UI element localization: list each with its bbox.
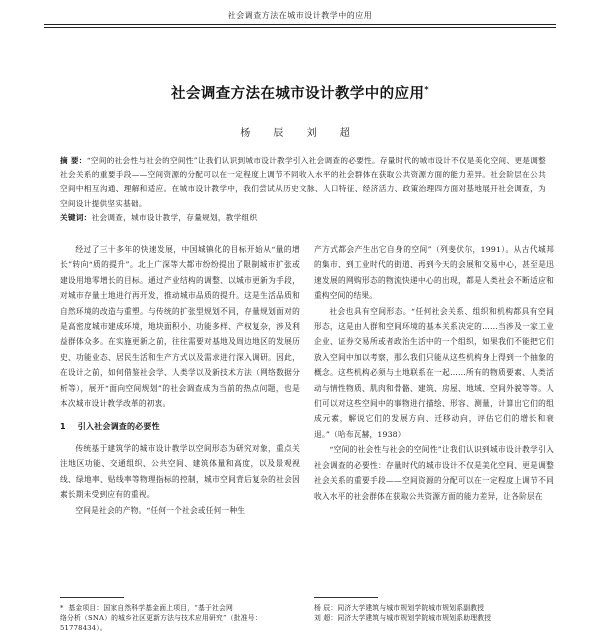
- left-paragraph-2: 传统基于建筑学的城市设计教学以空间形态为研究对象，重点关注地区功能、交通组织、公共空间、建筑体量和高度，以及景观视线、绿地率、贴线率等物理指标的控制，城市空间背后复杂的社会因素长期未受到应有的重视。: [60, 443, 300, 500]
- footnote-rule-right: [314, 597, 378, 598]
- author-footnote: [314, 603, 554, 623]
- funding-footnote: [60, 603, 300, 633]
- funding-line-1: 基金项目：国家自然科学基金面上项目，“基于社会网: [68, 604, 233, 612]
- left-paragraph-3: 空间是社会的产物。“任何一个社会或任何一种生: [75, 505, 246, 515]
- footnote-mark: *: [60, 604, 64, 612]
- footnote-rule-left: [60, 597, 124, 598]
- keywords-text: 社会调查，城市设计教学，存量规划，教学组织: [91, 213, 258, 222]
- right-paragraph-2: 社会也具有空间形态。“任何社会关系、组织和机构都具有空间形态，这是由人群和空间环境的基本关系决定的……当涉及一家工业企业、证券交易所或者政治生活中的一个组织，如果我们不能把它们放入空间中加以考察，那么我们只能从这些机构身上得到一个抽象的概念。这些机构必须与土地联系在一起……所有的物质要素、人类活动与情性物质、肌肉和骨骼、建筑、房屋、地域、空间外貌等等。人们可以对这些空间中的事物进行描绘、形容、测量，计算出它们的组成元素，解说它们的发展方向、迁移动向，评估它们的增长和衰退。”（哈布瓦赫，1938）: [314, 306, 554, 439]
- section-title: 引入社会调查的必要性: [77, 422, 160, 432]
- funding-line-3: 51778434）。: [60, 624, 107, 632]
- section-number: 1: [60, 422, 66, 432]
- author-affiliation-2: 刘 超：同济大学建筑与城市规划学院城市规划系助理教授: [314, 614, 492, 622]
- header-rule-thin: [44, 27, 556, 28]
- abstract-label: 摘 要：: [60, 156, 87, 165]
- right-paragraph-3: “空间的社会性与社会的空间性”让我们认识到城市设计教学引入社会调查的必要性：存量时代的城市设计不仅是美化空间、更是调整社会关系的重要手段——空间资源的分配可以在一定程度上调节不同收入水平的社会群体在获取公共资源方面的能力差异，让各阶层在: [314, 445, 554, 501]
- left-paragraph-1: 经过了三十多年的快速发展，中国城镇化的目标开始从“量的增长”转向“质的提升”。北上广深等大都市纷纷提出了限制城市扩张或建设用地零增长的目标。通过产业结构的调整、以城市更新为手段，对城市存量土地进行再开发，推动城市品质的提升。这是生活品质和自然环境的改造与重塑。与传统的扩张型规划不同，存量规划面对的是高密度城市建成环境，地块面积小、功能多样、产权复杂，涉及利益群体众多。在实施更新之前，往往需要对基地及周边地区的发展历史、功能业态、居民生活和生产方式以及需求进行深入调研。因此，在设计之前，如何借鉴社会学、人类学以及新技术方法（网络数据分析等），展开“面向空间规划”的社会调查成为当前的热点问题，也是本次城市设计教学改革的初衷。: [60, 245, 300, 409]
- abstract: [60, 154, 546, 211]
- keywords: [60, 211, 546, 225]
- authors: 杨 辰 刘 超: [240, 128, 360, 139]
- title-text: 社会调查方法在城市设计教学中的应用: [171, 86, 425, 102]
- section-heading: [60, 419, 300, 434]
- right-paragraph-1: 产方式都会产生出它自身的空间”（列斐伏尔，1991）。从古代城邦的集市、到工业时代的街道、再到今天的会展和交易中心，甚至是迅速发展的网购形态的物流快递中心的出现，都是人类社会不断适应和重构空间的结果。: [314, 245, 554, 301]
- keywords-label: 关键词：: [60, 213, 92, 222]
- left-column: [60, 242, 300, 518]
- author-affiliation-1: 杨 辰：同济大学建筑与城市规划学院城市规划系副教授: [314, 604, 485, 612]
- running-head: 社会调查方法在城市设计教学中的应用: [227, 11, 373, 20]
- abstract-text: “空间的社会性与社会的空间性”让我们认识到城市设计教学引入社会调查的必要性。存量时代的城市设计不仅是美化空间、更是调整社会关系的重要手段——空间资源的分配可以在一定程度上调节不同收入水平的社会群体在获取公共资源方面的能力差异。社会阶层在公共空间中相互沟通、理解和适应。在城市设计教学中，我们尝试从历史文脉、人口特征、经济活力、政策治理四方面对基地展开社会调查，为空间设计提供坚实基础。: [60, 156, 546, 208]
- right-column: [314, 242, 554, 504]
- funding-line-2: 络分析（SNA）的城乡社区更新方法与技术应用研究”（批准号：: [60, 614, 262, 622]
- paper-title: [0, 82, 600, 103]
- header-rule: [44, 24, 556, 25]
- title-footnote-mark: *: [424, 85, 429, 95]
